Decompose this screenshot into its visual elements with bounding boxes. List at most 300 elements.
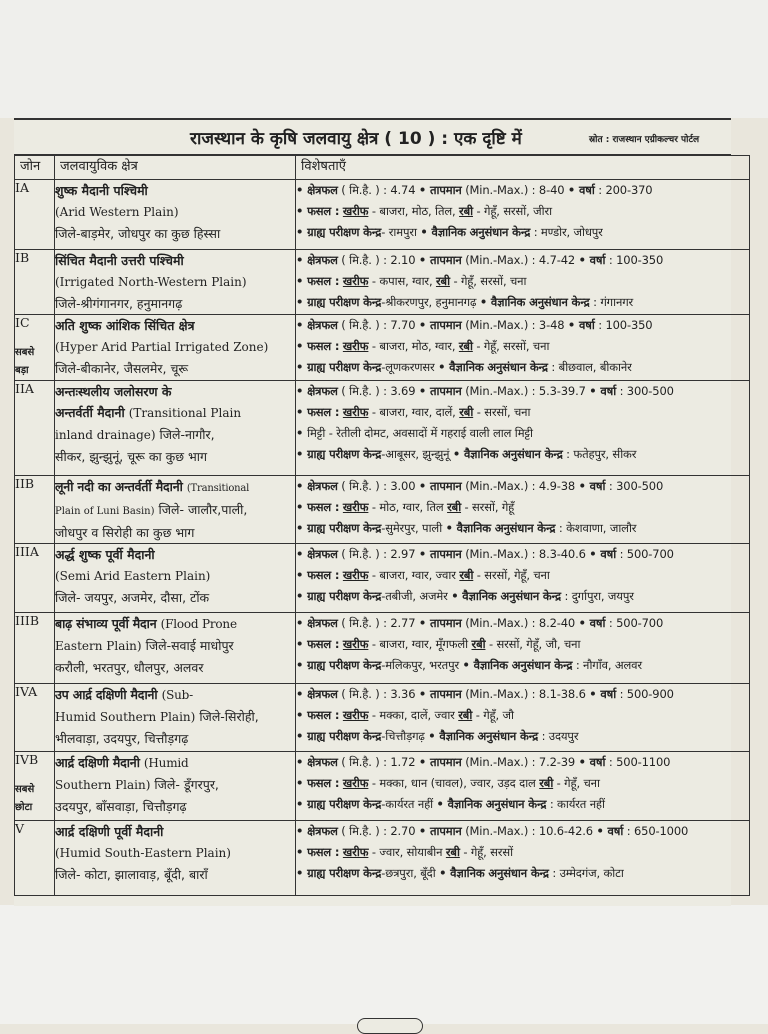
crops-line (296, 634, 749, 655)
area-label: क्षेत्रफल (307, 479, 338, 493)
bullet-icon: • (567, 318, 579, 332)
climate-stats-line (296, 613, 749, 634)
bullet-icon: • (296, 204, 308, 218)
region-districts: जोधपुर व सिरोही का कुछ भाग (55, 525, 195, 540)
zone-code: IC (15, 315, 30, 330)
rabi-crops: - सरसों, गेहूँ, जौ, चना (488, 637, 581, 651)
temp-value: : 8.1-38.6 (531, 687, 586, 701)
region-name-line3 (55, 424, 295, 446)
region-name-english-part: inland drainage) (55, 428, 156, 442)
rain-value: : 500-1100 (608, 755, 671, 769)
kharif-crops: - मक्का, दालें, ज्वार (371, 708, 455, 722)
bullet-icon: • (567, 183, 579, 197)
rabi-label: रबी (435, 274, 450, 288)
region-name-english (55, 842, 295, 864)
title-bar (14, 120, 731, 155)
region-name-hindi: अन्तःस्थलीय जलोसरण के (55, 384, 172, 399)
temp-value: : 5.3-39.7 (531, 384, 586, 398)
temp-unit: (Min.-Max.) (465, 384, 529, 398)
research-centre-label: वैज्ञानिक अनुसंधान केन्द्र (473, 658, 573, 672)
region-name-hindi: शुष्क मैदानी पश्चिमी (55, 183, 148, 198)
bullet-icon: • (296, 426, 308, 440)
bullet-icon: • (428, 729, 440, 743)
soil-text: मिट्टी - रेतीली दोमट, अवसादों में गहराई वाली लाल मिट्टी (307, 426, 533, 440)
zone-size-tag-line2: बड़ा (15, 365, 29, 376)
test-centre: -लूणकरणसर (381, 360, 435, 374)
climate-stats-line (296, 752, 749, 773)
rabi-crops: - सरसों, गेहूँ, चना (476, 568, 550, 582)
temp-label: तापमान (429, 384, 462, 398)
centres-line (296, 444, 749, 465)
crops-line (296, 336, 749, 357)
kharif-crops: - मक्का, धान (चावल), ज्वार, उड़द दाल (371, 776, 536, 790)
centres-line (296, 863, 749, 884)
rabi-label: रबी (458, 708, 473, 722)
features-cell (296, 476, 750, 544)
bullet-icon: • (445, 521, 457, 535)
region-name-hindi: उप आर्द्र दक्षिणी मैदानी (55, 687, 158, 702)
crop-label: फसल : (307, 204, 340, 218)
temp-label: तापमान (429, 687, 462, 701)
region-name-english-part: Plain of Luni Basin) (55, 506, 155, 517)
region-cell (55, 315, 296, 381)
centres-line (296, 222, 749, 243)
rain-value: : 500-700 (608, 616, 664, 630)
rain-value: : 100-350 (608, 253, 664, 267)
rain-value: : 500-700 (619, 547, 674, 561)
crop-label: फसल : (307, 339, 340, 353)
features-cell (296, 381, 750, 476)
bullet-icon: • (296, 637, 308, 651)
table-row (15, 684, 750, 752)
test-centre: -आबूसर, झुन्झुनूं (381, 447, 450, 461)
rain-value: : 500-900 (619, 687, 674, 701)
centres-line (296, 357, 749, 378)
temp-value: : 8.2-40 (531, 616, 576, 630)
table-row (15, 821, 750, 896)
bullet-icon: • (436, 797, 448, 811)
test-centre: -कार्यरत नहीं (381, 797, 434, 811)
crops-line (296, 497, 749, 518)
bullet-icon: • (296, 225, 308, 239)
bullet-icon: • (296, 797, 308, 811)
research-centre-label: वैज्ञानिक अनुसंधान केन्द्र (439, 729, 539, 743)
region-english-text: (Humid South-Eastern Plain) (55, 846, 231, 860)
bullet-icon: • (462, 658, 474, 672)
rain-label: वर्षा (600, 687, 617, 701)
region-districts: जिले-श्रीगंगानगर, हनुमानगढ़ (55, 296, 183, 311)
temp-value: : 8.3-40.6 (531, 547, 586, 561)
kharif-label: खरीफ (342, 845, 369, 859)
bullet-icon: • (296, 776, 308, 790)
region-name-english-part: Eastern Plain) (55, 639, 142, 653)
rabi-crops: - सरसों, गेहूँ (464, 500, 515, 514)
header-region: जलवायुविक क्षेत्र (55, 156, 296, 180)
bullet-icon: • (296, 616, 308, 630)
research-centre: : नौगाँव, अलवर (575, 658, 642, 672)
test-centre: -सुमेरपुर, पाली (381, 521, 443, 535)
rain-label: वर्षा (589, 253, 606, 267)
bullet-icon: • (296, 183, 308, 197)
area-unit: ( मि.है. ) (341, 547, 380, 561)
bullet-icon: • (578, 479, 590, 493)
kharif-label: खरीफ (342, 637, 369, 651)
region-name-hindi: आर्द्र दक्षिणी मैदानी (55, 755, 140, 770)
region-name-hindi: लूनी नदी का अन्तर्वर्ती मैदानी (55, 479, 183, 494)
region-name-english-part: (Transitional Plain (128, 406, 242, 420)
crops-line (296, 271, 749, 292)
bullet-icon: • (418, 384, 430, 398)
region-name-english (55, 565, 295, 587)
zone-code: IIA (15, 381, 34, 396)
region-name-line2 (55, 774, 295, 796)
zone-size-tag-line1: सबसे (15, 347, 35, 358)
area-label: क्षेत्रफल (307, 384, 338, 398)
bullet-icon: • (578, 755, 590, 769)
region-districts: जिले- कोटा, झालावाड़, बूँदी, बाराँ (55, 867, 208, 882)
centres-line (296, 655, 749, 676)
research-centre: : गंगानगर (593, 295, 634, 309)
bullet-icon: • (418, 687, 430, 701)
crop-label: फसल : (307, 500, 340, 514)
region-english-text: (Irrigated North-Western Plain) (55, 275, 247, 289)
region-name-hindi-cont: अन्तर्वर्ती मैदानी (55, 405, 125, 420)
features-cell (296, 250, 750, 315)
rabi-crops: - गेहूँ, सरसों, चना (476, 339, 550, 353)
temp-value: : 3-48 (531, 318, 565, 332)
zone-code: IB (15, 250, 30, 265)
zone-code-cell (15, 180, 55, 250)
crops-line (296, 705, 749, 726)
bullet-icon: • (296, 866, 308, 880)
bullet-icon: • (438, 360, 450, 374)
temp-unit: (Min.-Max.) (465, 755, 529, 769)
rabi-label: रबी (458, 339, 473, 353)
temp-label: तापमान (429, 253, 462, 267)
bullet-icon: • (296, 708, 308, 722)
centres-line (296, 586, 749, 607)
region-english-text: (Hyper Arid Partial Irrigated Zone) (55, 340, 269, 354)
temp-unit: (Min.-Max.) (465, 547, 529, 561)
bullet-icon: • (418, 183, 430, 197)
rain-label: वर्षा (600, 384, 617, 398)
kharif-crops: - बाजरा, ग्वार, दालें, (371, 405, 456, 419)
rain-label: वर्षा (578, 318, 595, 332)
rain-value: : 300-500 (619, 384, 674, 398)
region-cell (55, 180, 296, 250)
rabi-label: रबी (447, 500, 462, 514)
region-name-english-part: Southern Plain) (55, 778, 151, 792)
kharif-label: खरीफ (342, 708, 369, 722)
region-districts: जिले-बाड़मेर, जोधपुर का कुछ हिस्सा (55, 226, 221, 241)
zone-code-cell (15, 381, 55, 476)
bullet-icon: • (296, 547, 308, 561)
area-label: क्षेत्रफल (307, 318, 338, 332)
kharif-label: खरीफ (342, 405, 369, 419)
rain-label: वर्षा (589, 616, 606, 630)
climate-stats-line (296, 315, 749, 336)
temp-unit: (Min.-Max.) (465, 479, 529, 493)
bullet-icon: • (296, 253, 308, 267)
research-centre-label: वैज्ञानिक अनुसंधान केन्द्र (447, 797, 547, 811)
region-name-line2 (55, 402, 295, 424)
area-label: क्षेत्रफल (307, 755, 338, 769)
centres-line (296, 292, 749, 313)
bullet-icon: • (589, 687, 601, 701)
zone-code-cell (15, 613, 55, 684)
test-centre-label: ग्राह्य परीक्षण केन्द्र (307, 589, 382, 603)
region-districts: जिले-सवाई माधोपुर (145, 638, 234, 653)
bullet-icon: • (452, 447, 464, 461)
area-label: क्षेत्रफल (307, 687, 338, 701)
climate-stats-line (296, 544, 749, 565)
bullet-icon: • (451, 589, 463, 603)
rain-value: : 200-370 (598, 183, 653, 197)
research-centre: : मण्डोर, जोधपुर (533, 225, 603, 239)
kharif-crops: - बाजरा, मोठ, तिल, (371, 204, 456, 218)
test-centre-label: ग्राह्य परीक्षण केन्द्र (307, 866, 382, 880)
test-centre-label: ग्राह्य परीक्षण केन्द्र (307, 360, 382, 374)
kharif-label: खरीफ (342, 339, 369, 353)
table-row (15, 613, 750, 684)
crop-label: फसल : (307, 568, 340, 582)
kharif-label: खरीफ (342, 776, 369, 790)
temp-label: तापमान (429, 183, 462, 197)
region-name-english (55, 336, 295, 358)
bullet-icon: • (296, 729, 308, 743)
region-cell (55, 613, 296, 684)
bullet-icon: • (420, 225, 432, 239)
area-value: : 4.74 (383, 183, 416, 197)
bullet-icon: • (296, 360, 308, 374)
zones-table (14, 155, 750, 896)
rabi-label: रबी (539, 776, 554, 790)
temp-value: : 10.6-42.6 (531, 824, 593, 838)
climate-stats-line (296, 821, 749, 842)
rain-label: वर्षा (600, 547, 617, 561)
rabi-label: रबी (459, 405, 474, 419)
rain-label: वर्षा (589, 755, 606, 769)
crop-label: फसल : (307, 776, 340, 790)
region-districts: भीलवाड़ा, उदयपुर, चित्तौड़गढ़ (55, 731, 189, 746)
crop-label: फसल : (307, 274, 340, 288)
area-value: : 2.70 (383, 824, 416, 838)
zone-size-tag (15, 344, 54, 380)
page-title: राजस्थान के कृषि जलवायु क्षेत्र ( 10 ) : एक दृष्टि में (190, 129, 522, 149)
area-unit: ( मि.है. ) (341, 687, 380, 701)
region-name-line2 (55, 706, 295, 728)
region-cell (55, 250, 296, 315)
zone-code: V (15, 821, 25, 836)
research-centre-label: वैज्ञानिक अनुसंधान केन्द्र (456, 521, 556, 535)
temp-unit: (Min.-Max.) (465, 616, 529, 630)
zone-size-tag (15, 781, 54, 817)
region-name-line1 (55, 476, 295, 499)
header-zone: जोन (15, 156, 55, 180)
page-number-tab (357, 1018, 423, 1034)
research-centre: : उम्मेदगंज, कोटा (552, 866, 624, 880)
table-row (15, 315, 750, 381)
region-name-hindi: अति शुष्क आंशिक सिंचित क्षेत्र (55, 318, 195, 333)
region-districts: जिले-बीकानेर, जैसलमेर, चूरू (55, 361, 189, 376)
region-name-line1 (55, 684, 295, 706)
zone-size-tag-line2: छोटा (15, 802, 33, 813)
research-centre: : फतेहपुर, सीकर (566, 447, 637, 461)
area-value: : 2.97 (383, 547, 416, 561)
crops-line (296, 773, 749, 794)
centres-line (296, 726, 749, 747)
region-name-english (55, 201, 295, 223)
bullet-icon: • (296, 339, 308, 353)
bullet-icon: • (296, 384, 308, 398)
table-row (15, 250, 750, 315)
features-cell (296, 684, 750, 752)
temp-label: तापमान (429, 616, 462, 630)
kharif-crops: - मोठ, ग्वार, तिल (371, 500, 444, 514)
area-value: : 1.72 (383, 755, 416, 769)
rabi-crops: - गेहूँ, सरसों, चना (453, 274, 527, 288)
zone-code: IVB (15, 752, 39, 767)
bullet-icon: • (439, 866, 451, 880)
bullet-icon: • (418, 824, 430, 838)
zone-size-tag-line1: सबसे (15, 784, 35, 795)
page-top-margin (0, 0, 768, 118)
research-centre-label: वैज्ञानिक अनुसंधान केन्द्र (462, 589, 561, 603)
bullet-icon: • (296, 568, 308, 582)
rabi-label: रबी (445, 845, 460, 859)
research-centre: : बीछवाल, बीकानेर (551, 360, 632, 374)
features-cell (296, 613, 750, 684)
zone-code-cell (15, 250, 55, 315)
region-cell (55, 684, 296, 752)
bullet-icon: • (296, 447, 308, 461)
region-name-english-part: Humid Southern Plain) (55, 710, 196, 724)
area-unit: ( मि.है. ) (341, 384, 380, 398)
research-centre-label: वैज्ञानिक अनुसंधान केन्द्र (431, 225, 531, 239)
kharif-crops: - ज्वार, सोयाबीन (371, 845, 443, 859)
rabi-label: रबी (459, 204, 473, 218)
region-name-english (55, 271, 295, 293)
region-name-english-part: (Flood Prone (160, 617, 237, 631)
temp-label: तापमान (429, 479, 462, 493)
region-cell (55, 544, 296, 613)
rabi-label: रबी (471, 637, 486, 651)
test-centre: - रामपुरा (381, 225, 417, 239)
region-name-line2 (55, 499, 295, 522)
test-centre-label: ग्राह्य परीक्षण केन्द्र (307, 447, 382, 461)
zone-code-cell (15, 821, 55, 896)
area-unit: ( मि.है. ) (341, 183, 380, 197)
region-name-line1 (55, 613, 295, 635)
bullet-icon: • (296, 479, 308, 493)
centres-line (296, 794, 749, 815)
source-note: स्रोत : राजस्थान एग्रीकल्चर पोर्टल (589, 135, 700, 145)
kharif-crops: - बाजरा, मोठ, ग्वार, (371, 339, 456, 353)
crop-label: फसल : (307, 637, 340, 651)
table-row (15, 180, 750, 250)
kharif-label: खरीफ (342, 274, 369, 288)
region-name-english-part: (Humid (143, 756, 189, 770)
test-centre-label: ग्राह्य परीक्षण केन्द्र (307, 729, 382, 743)
area-value: : 2.10 (383, 253, 416, 267)
bullet-icon: • (296, 824, 308, 838)
bullet-icon: • (296, 687, 308, 701)
area-unit: ( मि.है. ) (341, 755, 380, 769)
bullet-icon: • (578, 616, 590, 630)
bullet-icon: • (296, 521, 308, 535)
zone-code-cell (15, 315, 55, 381)
temp-unit: (Min.-Max.) (465, 183, 529, 197)
rain-value: : 650-1000 (626, 824, 689, 838)
research-centre-label: वैज्ञानिक अनुसंधान केन्द्र (449, 360, 548, 374)
zone-code: IIB (15, 476, 35, 491)
bullet-icon: • (589, 384, 601, 398)
zone-code-cell (15, 544, 55, 613)
rain-label: वर्षा (589, 479, 606, 493)
region-name-line2 (55, 635, 295, 657)
temp-value: : 4.9-38 (531, 479, 576, 493)
area-label: क्षेत्रफल (307, 547, 338, 561)
bullet-icon: • (418, 755, 430, 769)
research-centre: : कार्यरत नहीं (549, 797, 605, 811)
temp-value: : 4.7-42 (531, 253, 576, 267)
bullet-icon: • (296, 295, 308, 309)
rabi-label: रबी (459, 568, 474, 582)
temp-value: : 7.2-39 (531, 755, 576, 769)
area-unit: ( मि.है. ) (341, 253, 380, 267)
area-value: : 3.00 (383, 479, 416, 493)
region-name-line1 (55, 752, 295, 774)
zone-code: IIIB (15, 613, 39, 628)
area-unit: ( मि.है. ) (341, 318, 380, 332)
test-centre: -श्रीकरणपुर, हनुमानगढ़ (381, 295, 477, 309)
table-row (15, 544, 750, 613)
bullet-icon: • (418, 479, 430, 493)
features-cell (296, 821, 750, 896)
research-centre-label: वैज्ञानिक अनुसंधान केन्द्र (450, 866, 549, 880)
region-districts: जिले- डूँगरपुर, (154, 777, 219, 792)
soil-line (296, 423, 749, 444)
research-centre: : उदयपुर (541, 729, 579, 743)
region-cell (55, 752, 296, 821)
zone-code: IIIA (15, 544, 39, 559)
bullet-icon: • (296, 405, 308, 419)
area-unit: ( मि.है. ) (341, 479, 380, 493)
bullet-icon: • (589, 547, 601, 561)
kharif-crops: - बाजरा, ग्वार, मूँगफली (371, 637, 468, 651)
header-features: विशेषताएँ (296, 156, 750, 180)
test-centre: -मलिकपुर, भरतपुर (381, 658, 460, 672)
bullet-icon: • (296, 500, 308, 514)
rain-value: : 300-500 (608, 479, 664, 493)
features-cell (296, 180, 750, 250)
bullet-icon: • (418, 253, 430, 267)
research-centre: : दुर्गापुरा, जयपुर (564, 589, 634, 603)
rabi-crops: - सरसों, चना (476, 405, 531, 419)
temp-unit: (Min.-Max.) (465, 824, 529, 838)
test-centre-label: ग्राह्य परीक्षण केन्द्र (307, 295, 382, 309)
bullet-icon: • (296, 658, 308, 672)
table-row (15, 752, 750, 821)
rabi-crops: - गेहूँ, जौ (475, 708, 514, 722)
zone-code-cell (15, 684, 55, 752)
table-row (15, 476, 750, 544)
features-cell (296, 544, 750, 613)
temp-unit: (Min.-Max.) (465, 253, 529, 267)
temp-unit: (Min.-Max.) (465, 318, 529, 332)
region-name-hindi: सिंचित मैदानी उत्तरी पश्चिमी (55, 253, 184, 268)
region-districts: जिले- जयपुर, अजमेर, दौसा, टोंक (55, 590, 210, 605)
